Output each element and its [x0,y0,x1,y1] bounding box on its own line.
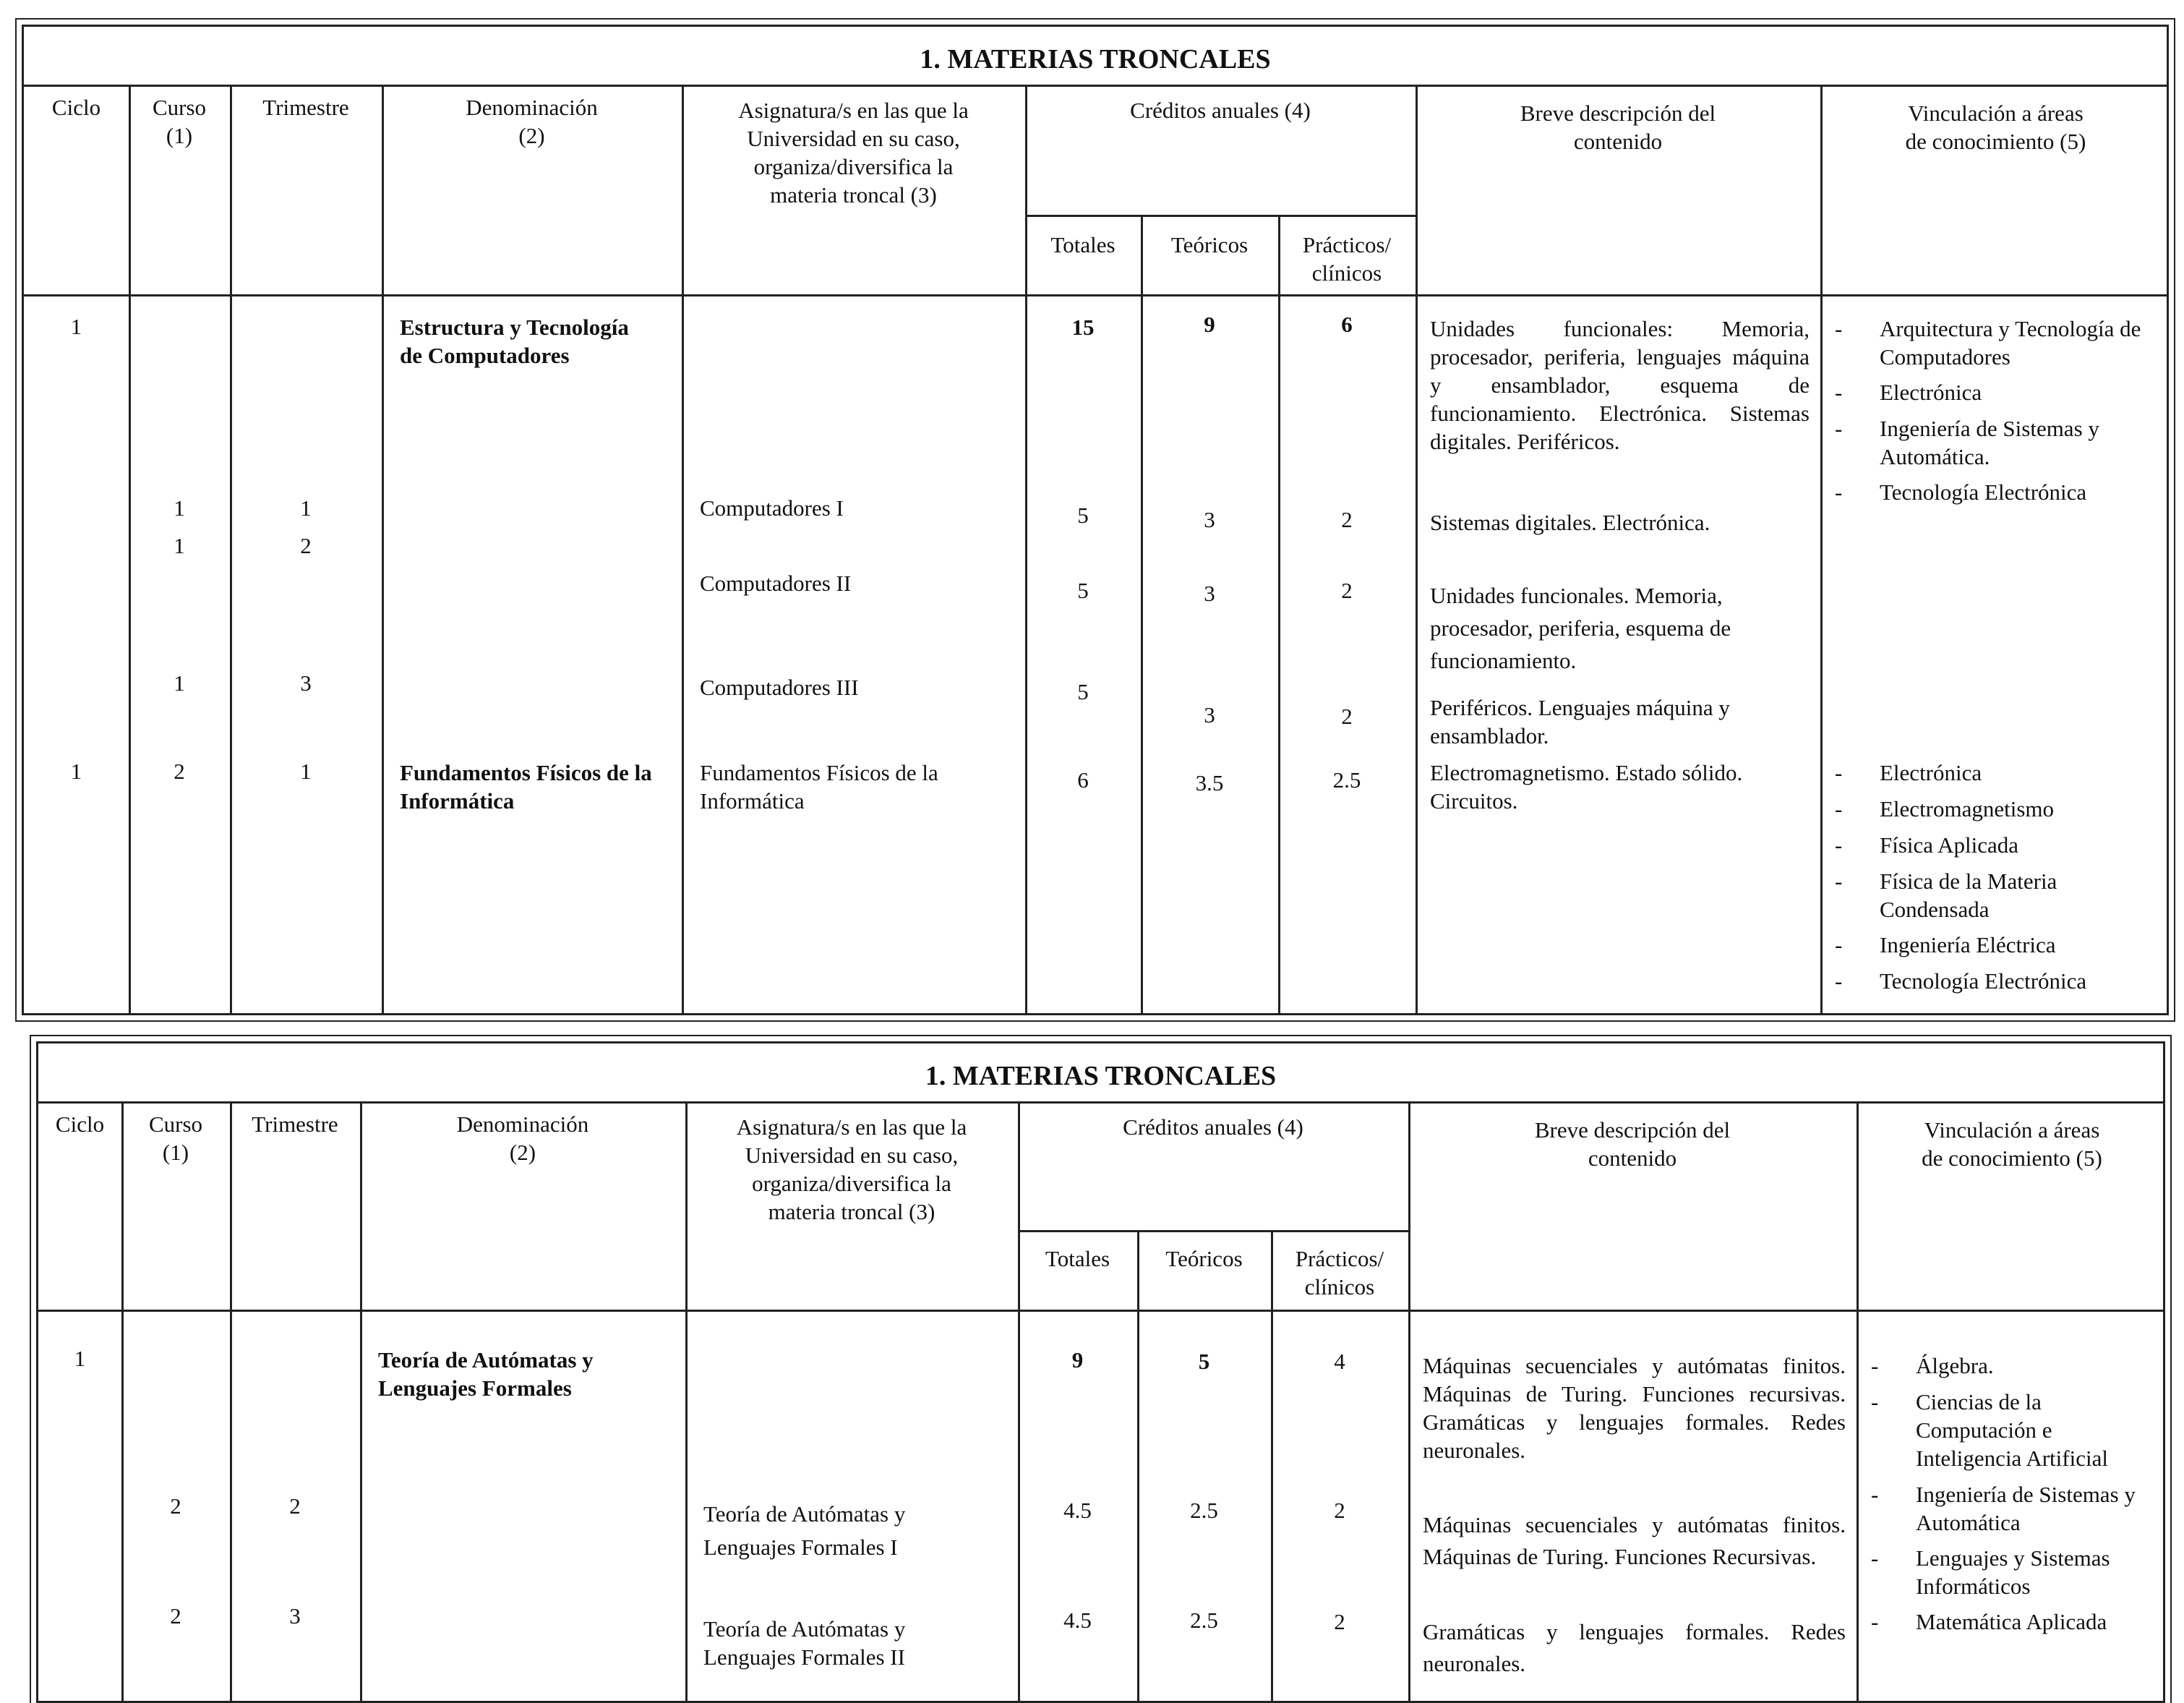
ciclo-value: 1 [70,759,82,784]
header-vinculacion: Vinculación a áreas de conocimiento (5) [1922,1117,2102,1171]
creditos-totales: 6 [1077,767,1089,793]
creditos-teoricos: 3 [1204,581,1215,606]
materia-descripcion: Máquinas secuenciales y autómatas finitos. Máquinas de Turing. Funciones recursivas. Gramáticas y lenguajes formales. Redes neuronales. [1423,1353,1846,1463]
curso-value: 2 [174,759,185,784]
creditos-totales: 9 [1071,1347,1084,1373]
creditos-practicos: 6 [1341,312,1353,337]
materia-name: Estructura y Tecnología de Computadores [400,315,629,368]
ciclo-value: 1 [70,314,82,339]
creditos-totales: 15 [1071,315,1095,340]
header-totales: Totales [1050,232,1115,257]
creditos-teoricos: 3.5 [1195,770,1224,795]
grid-line [1857,1101,1859,1701]
asignatura-descripcion: Unidades funcionales. Memoria, procesador, periferia, esquema de funcionamiento. [1430,583,1731,673]
header-asignatura: Asignatura/s en las que la Universidad en su caso, organiza/diversifica la materia troncal (3) [736,1114,967,1224]
asignatura-descripcion: Gramáticas y lenguajes formales. Redes neuronales. [1423,1619,1846,1676]
header-descripcion: Breve descripción del contenido [1534,1117,1731,1171]
grid-line [1416,85,1418,1013]
asignatura-name: Teoría de Autómatas y Lenguajes Formales I [703,1501,906,1560]
asignatura-name: Computadores III [700,675,859,700]
header-denominacion: Denominación (2) [456,1111,589,1165]
creditos-practicos: 2 [1341,578,1353,603]
creditos-practicos: 2 [1334,1498,1345,1523]
header-creditos: Créditos anuales (4) [1123,1114,1303,1140]
table-title: 1. MATERIAS TRONCALES [38,1043,2163,1104]
header-totales: Totales [1045,1246,1110,1271]
grid-line [1018,1230,1408,1232]
creditos-practicos: 4 [1334,1349,1345,1374]
table-title: 1. MATERIAS TRONCALES [24,27,2167,87]
asignatura-descripcion: Máquinas secuenciales y autómatas finitos. Máquinas de Turing. Funciones Recursivas. [1423,1512,1846,1569]
grid-line [1025,215,1416,217]
materia-name: Teoría de Autómatas y Lenguajes Formales [378,1347,594,1401]
curso-value: 2 [170,1493,181,1519]
grid-line [682,85,684,1013]
grid-line [1408,1101,1410,1701]
header-descripcion: Breve descripción del contenido [1520,101,1716,154]
curso-value: 2 [170,1603,181,1629]
trimestre-value: 1 [300,759,312,784]
trimestre-value: 2 [300,533,312,558]
trimestre-value: 3 [300,670,312,696]
creditos-teoricos: 9 [1204,312,1215,337]
asignatura-descripcion: Sistemas digitales. Electrónica. [1430,510,1710,535]
curso-value: 1 [174,495,185,521]
header-trimestre: Trimestre [262,95,349,120]
materias-troncales-table-2: 1. MATERIAS TRONCALES Ciclo Curso (1) Trimestre Denominación (2) Asignatura/s en las que la Universidad en su caso, organiza/diversifica la materia troncal (3) Créditos anuales (4) Totales Teóricos Prácticos/ clínicos Breve descripción del contenido Vinculación a áreas de conocimiento (5) 1 Teoría de Autómatas y Lenguajes Formales 9 5 4 Máquinas secuenciales y autómatas finitos. Máquinas de Turing. Funciones recursivas. Gramáticas y lenguajes formales. Redes neuronales. - Álgebra. - Ciencias de la Computación e Inteligencia Artificial - Ingeniería de Sistemas y Automática - Lenguajes y Sistemas Informáticos - Matemática Aplicada 2 2 Teoría de Autómatas y Lenguajes Formales I 4.5 2.5 2 Máquinas secuenciales y autómatas finitos. Máquinas de Turing. Funciones Recursivas. 2 3 Teoría de Autómatas y Lenguajes Formales II 4.5 2.5 2 Gramáticas y lenguajes formales. Redes neuronales. [36,1041,2165,1703]
materia-descripcion: Unidades funcionales: Memoria, procesador, periferia, lenguajes máquina y ensamblador, esquema de funcionamiento. Electrónica. Sistemas digitales. Periféricos. [1430,316,1810,454]
header-divider [38,1310,2163,1312]
header-ciclo: Ciclo [51,95,101,120]
header-practicos: Prácticos/ clínicos [1302,232,1392,286]
header-curso: Curso (1) [148,1111,203,1165]
trimestre-value: 1 [300,495,312,521]
grid-line [1025,85,1027,1013]
header-teoricos: Teóricos [1165,1246,1243,1271]
creditos-practicos: 2.5 [1332,767,1361,793]
creditos-teoricos: 5 [1198,1349,1210,1374]
creditos-totales: 4.5 [1063,1608,1092,1633]
asignatura-name: Teoría de Autómatas y Lenguajes Formales II [703,1616,906,1670]
grid-line [382,85,384,1013]
asignatura-name: Computadores I [700,495,844,521]
creditos-totales: 5 [1077,503,1089,528]
curso-value: 1 [174,533,185,558]
asignatura-name: Computadores II [700,571,852,596]
creditos-teoricos: 3 [1204,702,1215,727]
header-denominacion: Denominación (2) [466,95,598,148]
ciclo-value: 1 [74,1346,86,1371]
header-curso: Curso (1) [152,95,207,148]
creditos-practicos: 2 [1341,507,1353,532]
materia-descripcion: Electromagnetismo. Estado sólido. Circuitos. [1430,760,1743,814]
header-divider [24,294,2167,296]
asignatura-name: Fundamentos Físicos de la Informática [700,760,938,814]
header-practicos: Prácticos/ clínicos [1295,1246,1384,1299]
creditos-totales: 4.5 [1063,1498,1092,1523]
creditos-teoricos: 3 [1204,507,1215,532]
header-creditos: Créditos anuales (4) [1130,98,1311,123]
header-vinculacion: Vinculación a áreas de conocimiento (5) [1905,101,2086,154]
grid-line [360,1101,362,1701]
materia-name: Fundamentos Físicos de la Informática [400,760,652,814]
creditos-totales: 5 [1077,578,1089,603]
trimestre-value: 2 [289,1493,301,1519]
creditos-teoricos: 2.5 [1190,1498,1218,1523]
asignatura-descripcion: Periféricos. Lenguajes máquina y ensamblador. [1430,695,1730,748]
grid-line [1820,85,1823,1013]
trimestre-value: 3 [289,1603,301,1629]
header-asignatura: Asignatura/s en las que la Universidad en su caso, organiza/diversifica la materia troncal (3) [738,98,969,208]
header-trimestre: Trimestre [252,1111,338,1137]
creditos-totales: 5 [1077,679,1089,704]
creditos-practicos: 2 [1341,704,1353,729]
header-ciclo: Ciclo [55,1111,105,1137]
header-teoricos: Teóricos [1170,232,1249,257]
materias-troncales-table-1: 1. MATERIAS TRONCALES Ciclo Curso (1) Trimestre Denominación (2) Asignatura/s en las que la Universidad en su caso, organiza/diversifica la materia troncal (3) Créditos anuales (4) Totales Teóricos Prácticos/ clínicos Breve descripción del contenido Vinculación a áreas de conocimiento (5) 1 Estructura y Tecnología de Computadores 15 9 6 Unidades funcionales: Memoria, procesador, periferia, lenguajes máquina y ensamblador, esquema de funcionamiento. Electrónica. Sistemas digitales. Periféricos. - Arquitectura y Tecnología de Computadores - Electrónica - Ingeniería de Sistemas y Automática. - Tecnología Electrónica 1 1 Computadores I 5 3 2 Sistemas digitales. Electrónica. 1 2 Computadores II 5 3 2 Unidades funcionales. Memoria, procesador, periferia, esquema de funcionamiento. 1 3 Computadores III 5 3 2 Periféricos. Lenguajes máquina y ensamblador. 1 2 1 Fundamentos Físicos de la Informática Fundamentos Físicos de la Informática 6 3.5 2.5 Electromagnetismo. Estado sólido. Circuitos. - Electrónica - Electromagnetismo - Física Aplicada - Física de la Materia Condensada - Ingeniería Eléctrica - Tecnología Electrónica [22,25,2169,1015]
curso-value: 1 [174,670,185,696]
creditos-practicos: 2 [1334,1609,1345,1634]
creditos-teoricos: 2.5 [1190,1608,1218,1633]
